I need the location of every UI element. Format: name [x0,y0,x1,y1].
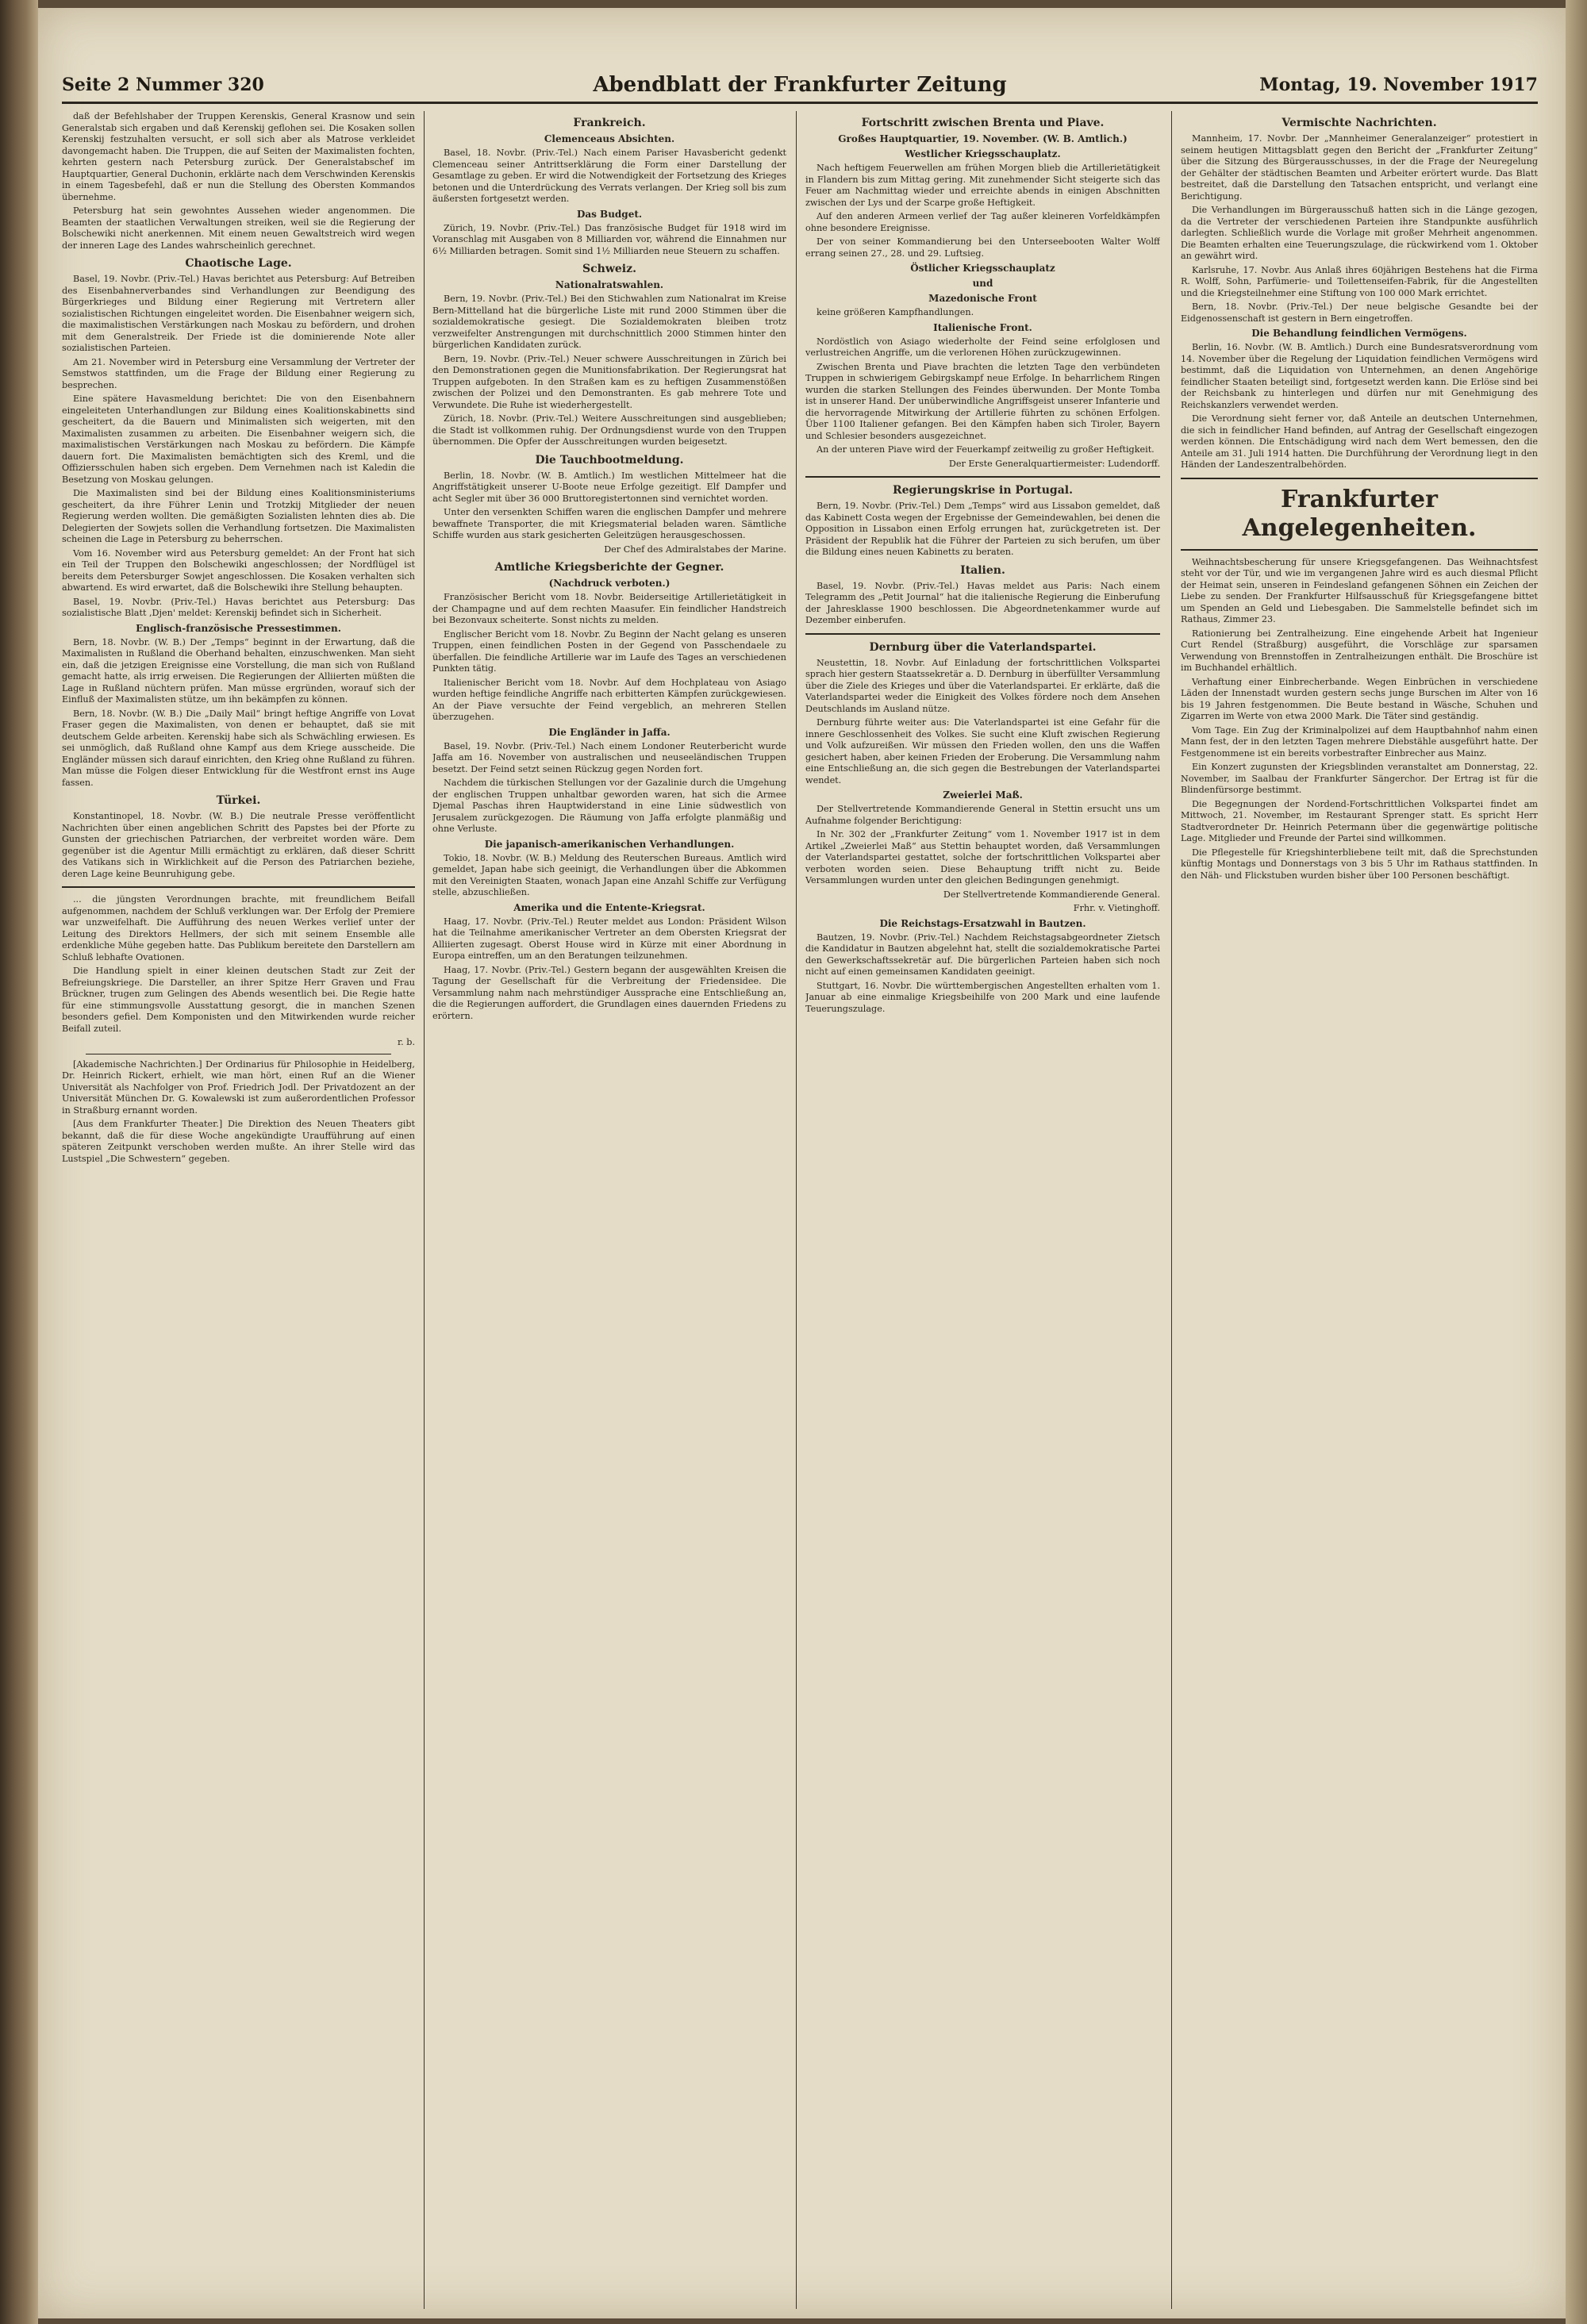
article-text: Basel, 19. Novbr. (Priv.-Tel.) Havas meldet aus Paris: Nach einem Telegramm des „Petit Journal“ hat die italienische Regierung die Einberufung der Jahresklasse 1900 beschlossen. Die Abgeordnetenkammer wurde auf Dezember einberufen. [805,580,1160,625]
article-text: Mannheim, 17. Novbr. Der „Mannheimer Generalanzeiger“ protestiert in seinem heutigen Mittagsblatt gegen den Bericht der „Frankfurter Zeitung“ über die Sitzung des Bürgerausschusses, in der die Frage der Neuregelung der Gehälter der städtischen Beamten und Arbeiter erörtert wurde. Das Blatt bestreitet, daß die Darstellung den Tatsachen entspricht, und verlangt eine Berichtigung. [1181,133,1538,202]
article-text: daß der Befehlshaber der Truppen Kerenskis, General Krasnow und sein Generalstab sich ergaben und daß Kerenskij geflohen sei. Die Kosaken sollen Kerenskij festzuhalten versucht, er soll sich aber als Matrose verkleidet davongemacht haben. Die Truppen, die auf Seiten der Maximalisten fochten, kehrten gestern nach Petersburg zurück. Der Generalstabschef im Hauptquartier, General Duchonin, erklärte nach dem Verschwinden Kerenskis in einem Tagesbefehl, daß er nun die Stellung des Obersten Kommandos übernehme. [62,111,415,202]
divider [805,633,1160,635]
section-heading: Regierungskrise in Portugal. [893,484,1073,497]
article-text: Die Verordnung sieht ferner vor, daß Anteile an deutschen Unternehmen, die sich in feindlicher Hand befinden, auf Antrag der Gesellschaft eingezogen werden können. Die Entschädigung wird nach dem Wert bemessen, den die Anteile am 31. Juli 1914 hatten. Die Durchführung der Verordnung liegt in den Händen der Landeszentralbehörden. [1181,413,1538,470]
section-heading: Amtliche Kriegsberichte der Gegner. [494,561,724,574]
article-text: Weihnachtsbescherung für unsere Kriegsgefangenen. Das Weihnachtsfest steht vor der Tür, und wie im vergangenen Jahre wird es auch diesmal Pflicht der Heimat sein, unseren in Feindesland gefangenen Söhnen ein Zeichen der Liebe zu senden. Der Frankfurter Hilfsausschuß für Kriegsgefangene bittet um Spenden an Geld und Liebesgaben. Die Sammelstelle befindet sich im Rathaus, Zimmer 23. [1181,556,1538,624]
article-text: Die Pflegestelle für Kriegshinterbliebene teilt mit, daß die Sprechstunden künftig Montags und Donnerstags von 3 bis 5 Uhr im Rathaus stattfinden. In den Näh- und Flickstuben wurden bisher über 100 Personen beschäftigt. [1181,847,1538,881]
subsection-heading: Italienische Front. [933,321,1032,333]
subsection-heading: Die Reichstags-Ersatzwahl in Bautzen. [879,917,1086,929]
article-text: Tokio, 18. Novbr. (W. B.) Meldung des Reuterschen Bureaus. Amtlich wird gemeldet, Japan habe sich geeinigt, die Verhandlungen über die Abkommen mit den Vereinigten Staaten, wonach Japan eine Anzahl Schiffe zur Verfügung stelle, abzuschließen. [432,852,786,897]
note: (Nachdruck verboten.) [548,578,671,589]
article-text: Bern, 19. Novbr. (Priv.-Tel.) Neuer schwere Ausschreitungen in Zürich bei den Demonstrationen gegen die Munitionsfabrikation. Der Regierungsrat hat Truppen aufgeboten. In den Straßen kam es zu heftigen Zusammenstößen zwischen der Polizei und den Demonstranten. Es gab mehrere Tote und Verwundete. Die Ruhe ist wiederhergestellt. [432,353,786,410]
article-text: Nachdem die türkischen Stellungen vor der Gazalinie durch die Umgehung der englischen Truppen unhaltbar geworden waren, hat sich die Armee Djemal Paschas ihren Hauptwiderstand in eine Linie südwestlich von Jerusalem zurückgezogen. Die Räumung von Jaffa erfolgte planmäßig und ohne Verluste. [432,778,786,834]
article-text: Die Verhandlungen im Bürgerausschuß hatten sich in die Länge gezogen, da die Vertreter der verschiedenen Parteien ihre Standpunkte ausführlich darlegten. Schließlich wurde die Vorlage mit großer Mehrheit angenommen. Die Beamten erhalten eine Teuerungszulage, die rückwirkend vom 1. Oktober an gewährt wird. [1181,205,1538,261]
subsection-heading: Westlicher Kriegsschauplatz. [905,148,1061,159]
article-text: Auf den anderen Armeen verlief der Tag außer kleineren Vorfeldkämpfen ohne besondere Ereignisse. [805,211,1160,233]
signature: Der Erste Generalquartiermeister: Ludendorff. [948,458,1160,469]
article-text: keine größeren Kampfhandlungen. [817,307,974,317]
article-text: Karlsruhe, 17. Novbr. Aus Anlaß ihres 60jährigen Bestehens hat die Firma R. Wolff, Sohn, Parfümerie- und Toilettenseifen-Fabrik, für die Angestellten und die Kriegsteilnehmer eine Stiftung von 100 000 Mark errichtet. [1181,264,1538,298]
divider [62,886,415,888]
section-heading: Italien. [960,563,1005,577]
column-rule [424,111,425,2309]
article-text: Konstantinopel, 18. Novbr. (W. B.) Die neutrale Presse veröffentlicht Nachrichten über einen angeblichen Schritt des Papstes bei der Pforte zu Gunsten der griechischen Patriarchen, der verbreitet worden wäre. Dem gegenüber ist die Agentur Milli ermächtigt zu erklären, daß dieser Schritt des Vatikans sich in Wirklichkeit auf die Person des Patriarchen beziehe, deren Lage keine Beunruhigung gebe. [62,811,415,879]
article-text: Bern, 18. Novbr. (W. B.) Die „Daily Mail“ bringt heftige Angriffe von Lovat Fraser gegen die Maximalisten, von denen er behauptet, daß sie mit deutschem Gelde arbeiten. Kerenskij habe sich als Schwächling erwiesen. Es sei unmöglich, daß Rußland ohne Kampf aus dem Kriege ausscheide. Die Engländer müssen sich darauf einrichten, den Krieg ohne Rußland zu führen. Man müsse die Folgen dieser Entwicklung für die Westfront ernst ins Auge fassen. [62,708,415,788]
section-heading: Dernburg über die Vaterlandspartei. [869,640,1097,654]
subsection-heading: Mazedonische Front [928,293,1037,304]
subsection-heading: und [972,278,993,289]
notice-text: [Akademische Nachrichten.] Der Ordinarius für Philosophie in Heidelberg, Dr. Heinrich Rickert, erhielt, wie man hört, einen Ruf an die Wiener Universität als Nachfolger von Prof. Friedrich Jodl. Der Privatdozent an der Universität München Dr. G. Kowalewski ist zum außerordentlichen Professor in Straßburg ernannt worden. [62,1058,415,1116]
article-text: Zwischen Brenta und Piave brachten die letzten Tage den verbündeten Truppen in schwierigem Gebirgskampf neue Erfolge. In beharrlichem Ringen wurden die starken Stellungen des Feindes überwunden. Der Monte Tomba ist in unserer Hand. Der unüberwindliche Angriffsgeist unserer Infanterie und die hervorragende Mitwirkung der Artillerie führten zu schönen Erfolgen. Über 1100 Italiener gefangen. Bei den Kämpfen haben sich Tiroler, Bayern und Schlesier besonders ausgezeichnet. [805,361,1160,441]
column-3 [805,111,1160,2309]
article-text: Bern, 18. Novbr. (W. B.) Der „Temps“ beginnt in der Erwartung, daß die Maximalisten in Rußland die Oberhand behalten, einzuschwenken. Man sieht ein, daß die jetzigen Ereignisse eine Vorstellung, die man sich von Rußland gemacht hatte, als irrig erweisen. Die Regierungen der Alliierten müßten die Lage in Rußland nüchtern prüfen. Man müsse ergründen, worauf sich der Einfluß der Maximalisten stütze, um ihn bekämpfen zu können. [62,636,415,705]
section-heading: Die Tauchbootmeldung. [535,453,684,467]
section-heading: Fortschritt zwischen Brenta und Piave. [861,117,1105,129]
feuilleton-text: Die Handlung spielt in einer kleinen deutschen Stadt zur Zeit der Befreiungskriege. Die Darsteller, an ihrer Spitze Herr Graven und Frau Brückner, trugen zum Gelingen des Abends wesentlich bei. Die Regie hatte für eine stimmungsvolle Ausstattung gesorgt, die in manchen Szenen besonders gefiel. Dem Komponisten und den Mitwirkenden wurde reicher Beifall zuteil. [62,966,415,1034]
article-text: Zürich, 18. Novbr. (Priv.-Tel.) Weitere Ausschreitungen sind ausgeblieben; die Stadt ist vollkommen ruhig. Der Ordnungsdienst wurde von den Truppen übernommen. Die Opfer der Ausschreitungen wurden beigesetzt. [432,413,786,447]
book-spine [0,0,38,2324]
article-text: Vom 16. November wird aus Petersburg gemeldet: An der Front hat sich ein Teil der Truppen den Bolschewiki angeschlossen; der Nordflügel ist bereits dem Petersburger Sowjet angeschlossen. Die Kosaken verhalten sich abwartend. Es wird erwartet, daß die Bolschewiki ihre Stellung behaupten. [62,547,415,593]
article-text: Basel, 19. Novbr. (Priv.-Tel.) Havas berichtet aus Petersburg: Auf Betreiben des Eisenbahnerverbandes sind Verhandlungen zur Beendigung des Bürgerkrieges und Bildung einer Regierung mit Vertretern aller sozialistischen Richtungen eingeleitet worden. Die Eisenbahner weigern sich, die maximalistischen Verstärkungen nach Moskau zu befördern, und drohen mit dem Generalstreik. Der Friede ist die dominierende Note aller sozialistischen Parteien. [62,274,415,353]
newspaper-page [38,8,1566,2318]
section-heading: Chaotische Lage. [185,257,292,270]
divider [1181,478,1538,479]
article-text: In Nr. 302 der „Frankfurter Zeitung“ vom 1. November 1917 ist in dem Artikel „Zweierlei Maß“ aus Stettin behauptet worden, daß Versammlungen der Vaterlandspartei gestattet, solche der fortschrittlichen Volkspartei aber verboten worden seien. Diese Behauptung trifft nicht zu. Beide Versammlungen wurden unter den gleichen Bedingungen genehmigt. [805,829,1160,885]
subsection-heading: Die Engländer in Jaffa. [548,726,671,738]
column-rule [1171,111,1172,2309]
dateline: Großes Hauptquartier, 19. November. (W. B. Amtlich.) [838,133,1128,144]
article-text: Verhaftung einer Einbrecherbande. Wegen Einbrüchen in verschiedene Läden der Innenstadt wurden gestern sechs junge Burschen im Alter von 16 bis 19 Jahren festgenommen. Die Beute bestand in Wäsche, Schuhen und Zigarren im Werte von etwa 2000 Mark. Die Täter sind geständig. [1181,676,1538,721]
column-1 [62,111,415,2309]
article-text: Dernburg führte weiter aus: Die Vaterlandspartei ist eine Gefahr für die innere Geschlossenheit des Volkes. Sie sucht eine Kluft zwischen Regierung und Volk aufzureißen. Wir müssen den Frieden wollen, den uns die Waffen gesichert haben, aber keinen Frieden der Eroberung. Die Versammlung nahm eine Entschließung an, die sich gegen die Bestrebungen der Vaterlandspartei wendet. [805,717,1160,786]
subsection-heading: Zweierlei Maß. [943,789,1023,801]
article-text: Berlin, 16. Novbr. (W. B. Amtlich.) Durch eine Bundesratsverordnung vom 14. November über die Regelung der Liquidation feindlichen Vermögens wird bestimmt, daß die Liquidation von Unternehmen, an denen Angehörige feindlicher Staaten beteiligt sind, fortgesetzt werden kann. Die Erlöse sind bei der Reichsbank zu hinterlegen und dürfen nur mit Genehmigung des Reichskanzlers verwendet werden. [1181,342,1538,410]
section-heading: Türkei. [216,794,261,807]
subsection-heading: Englisch-französische Pressestimmen. [136,622,341,634]
article-text: Neustettin, 18. Novbr. Auf Einladung der fortschrittlichen Volkspartei sprach hier gestern Staatssekretär a. D. Dernburg in überfüllter Versammlung über die Ziele des Krieges und über die Vaterlandspartei. Er erklärte, daß die Vaterlandspartei weder die Einigkeit des Volkes fördere noch dem Ansehen Deutschlands im Ausland nütze. [805,657,1160,714]
article-text: Unter den versenkten Schiffen waren die englischen Dampfer und mehrere bewaffnete Transporter, die mit Kriegsmaterial beladen waren. Sämtliche Schiffe wurden aus stark gesicherten Geleitzügen herausgeschossen. [432,507,786,540]
issue-date: Montag, 19. November 1917 [1259,75,1538,95]
article-text: Nordöstlich von Asiago wiederholte der Feind seine erfolglosen und verlustreichen Angriffe, um die verlorenen Höhen zurückzugewinnen. [805,336,1160,358]
divider [1181,549,1538,551]
article-text: Haag, 17. Novbr. (Priv.-Tel.) Gestern begann der ausgewählten Kreisen die Tagung der Gesellschaft für die Verbreitung der Friedensidee. Die Versammlung nahm nach mehrstündiger Aussprache eine Entschließung an, die die Regierungen auffordert, die Grundlagen eines dauernden Friedens zu erörtern. [432,964,786,1021]
article-text: Ein Konzert zugunsten der Kriegsblinden veranstaltet am Donnerstag, 22. November, im Saalbau der Frankfurter Sängerchor. Der Ertrag ist für die Blindenfürsorge bestimmt. [1181,762,1538,795]
subsection-heading: Die japanisch-amerikanischen Verhandlungen. [484,838,735,850]
notice-text: [Aus dem Frankfurter Theater.] Die Direktion des Neuen Theaters gibt bekannt, daß die für diese Woche angekündigte Uraufführung auf einen späteren Zeitpunkt verschoben werden mußte. An ihrer Stelle wird das Lustspiel „Die Schwestern“ gegeben. [62,1119,415,1164]
article-text: Bautzen, 19. Novbr. (Priv.-Tel.) Nachdem Reichstagsabgeordneter Zietsch die Kandidatur in Bautzen abgelehnt hat, stellt die sozialdemokratische Partei den Gewerkschaftssekretär auf. Die bürgerlichen Parteien haben sich noch nicht auf einen gemeinsamen Kandidaten geeinigt. [805,932,1160,977]
signature: r. b. [398,1037,415,1047]
section-heading: Vermischte Nachrichten. [1282,117,1437,129]
article-text: Bern, 19. Novbr. (Priv.-Tel.) Bei den Stichwahlen zum Nationalrat im Kreise Bern-Mittelland hat die bürgerliche Liste mit rund 2000 Stimmen über die sozialdemokratische gesiegt. Die Sozialdemokraten bleiben trotz verzweifelter Anstrengungen mit durchschnittlich 2000 Stimmen hinter den bürgerlichen Kandidaten zurück. [432,294,786,350]
page-edge [1566,0,1587,2324]
subsection-heading: Nationalratswahlen. [555,279,664,290]
article-text: Die Begegnungen der Nordend-Fortschrittlichen Volkspartei findet am Mittwoch, 21. November, im Restaurant Sprenger statt. Es spricht Herr Stadtverordneter Dr. Heinrich Petermann über die gegenwärtige politische Lage. Mitglieder und Freunde der Partei sind willkommen. [1181,798,1538,843]
article-text: Petersburg hat sein gewohntes Aussehen wieder angenommen. Die Beamten der staatlichen Verwaltungen streiken, weil sie die Regierung der Bolschewiki nicht anerkennen. Mit einem neuen Gewaltstreich wird wegen der inneren Lage des Landes wahrscheinlich gerechnet. [62,206,415,251]
feuilleton-text: ... die jüngsten Verordnungen brachte, mit freundlichem Beifall aufgenommen, nachdem der Schluß verklungen war. Der Erfolg der Premiere war unzweifelhaft. Die Aufführung des neuen Werkes verlief unter der Leitung des Direktors Hellmers, der sich mit seinem Ensemble alle erdenkliche Mühe gegeben hatte. Das Publikum bereitete den Darstellern am Schluß lebhafte Ovationen. [62,894,415,962]
article-text: Basel, 19. Novbr. (Priv.-Tel.) Havas berichtet aus Petersburg: Das sozialistische Blatt ,Djen' meldet: Kerenskij befindet sich in Sicherheit. [62,596,415,618]
subsection-heading: Clemenceaus Absichten. [544,133,675,144]
article-text: Zürich, 19. Novbr. (Priv.-Tel.) Das französische Budget für 1918 wird im Voranschlag mit Ausgaben von 8 Milliarden vor, während die Einnahmen nur 6½ Milliarden betragen. Somit sind 1½ Milliarden neue Steuern zu schaffen. [432,222,786,256]
section-heading: Frankreich. [573,117,646,129]
article-text: Englischer Bericht vom 18. Novbr. Zu Beginn der Nacht gelang es unseren Truppen, einen feindlichen Posten in der Gegend von Passchendaele zu überfallen. Die feindliche Artillerie war im Laufe des Tages an verschiedenen Punkten tätig. [432,628,786,674]
page-number: Seite 2 Nummer 320 [62,75,264,95]
article-text: Die Maximalisten sind bei der Bildung eines Koalitionsministeriums gescheitert, da ihre Führer Lenin und Trotzkij Mitglieder der neuen Regierung werden wollten. Die gemäßigten Sozialisten lehnten dies ab. Die Delegierten der Sowjets sollen die Verhandlung fortsetzen. Die Maximalisten scheinen die Lage in Petersburg zu beherrschen. [62,488,415,544]
divider [805,476,1160,478]
column-4 [1181,111,1538,2309]
article-text: Basel, 18. Novbr. (Priv.-Tel.) Nach einem Pariser Havasbericht gedenkt Clemenceau seiner Antrittserklärung die Form einer Darstellung der Gesamtlage zu geben. Er wird die Notwendigkeit der Fortsetzung des Krieges betonen und die Unterdrückung des Verrats verlangen. Der Krieg soll bis zum äußersten fortgesetzt werden. [432,148,786,204]
article-text: Der von seiner Kommandierung bei den Unterseebooten Walter Wolff errang seinen 27., 28. und 29. Luftsieg. [805,236,1160,259]
newspaper-title: Abendblatt der Frankfurter Zeitung [593,73,1007,97]
article-text: Vom Tage. Ein Zug der Kriminalpolizei auf dem Hauptbahnhof nahm einen Mann fest, der in den letzten Tagen mehrere Diebstähle ausgeführt hatte. Der Festgenommene ist ein bereits vorbestrafter Einbrecher aus Mainz. [1181,724,1538,759]
article-text: Am 21. November wird in Petersburg eine Versammlung der Vertreter der Semstwos stattfinden, um die Frage der Bildung einer Regierung zu besprechen. [62,356,415,390]
article-text: Der Stellvertretende Kommandierende General in Stettin ersucht uns um Aufnahme folgender Berichtigung: [805,804,1160,826]
article-text: Bern, 19. Novbr. (Priv.-Tel.) Dem „Temps“ wird aus Lissabon gemeldet, daß das Kabinett Costa wegen der Ergebnisse der Gemeindewahlen, bei denen die Opposition in Lissabon einen Erfolg errungen hat, zurückgetreten ist. Der Präsident der Republik hat die Führer der Parteien zu sich berufen, um über die Bildung eines neuen Kabinetts zu beraten. [805,501,1160,557]
section-heading: Frankfurter Angelegenheiten. [1242,485,1477,542]
article-text: Französischer Bericht vom 18. Novbr. Beiderseitige Artillerietätigkeit in der Champagne und auf dem rechten Maasufer. Ein feindlicher Handstreich bei Bezonvaux scheiterte. Sonst nichts zu melden. [432,592,786,625]
signature: Der Stellvertretende Kommandierende General. [943,889,1160,900]
article-text: Bern, 18. Novbr. (Priv.-Tel.) Der neue belgische Gesandte bei der Eidgenossenschaft ist gestern in Bern eingetroffen. [1181,302,1538,324]
article-text: Basel, 19. Novbr. (Priv.-Tel.) Nach einem Londoner Reuterbericht wurde Jaffa am 16. November von australischen und neuseeländischen Truppen besetzt. Der Feind setzt seinen Rückzug gegen Norden fort. [432,740,786,774]
subsection-heading: Amerika und die Entente-Kriegsrat. [513,901,705,913]
article-text: Rationierung bei Zentralheizung. Eine eingehende Arbeit hat Ingenieur Curt Rendel (Straßburg) ausgeführt, die Vorschläge zur sparsamen Verwendung von Brennstoffen in Zentralheizungen enthält. Die Broschüre ist im Buchhandel erhältlich. [1181,628,1538,673]
article-text: An der unteren Piave wird der Feuerkampf zeitweilig zu großer Heftigkeit. [817,444,1155,455]
masthead [62,71,1538,104]
column-rule [796,111,797,2309]
article-text: Eine spätere Havasmeldung berichtet: Die von den Eisenbahnern eingeleiteten Unterhandlungen zur Bildung eines Koalitionskabinetts sind gescheitert, da die Bauern und Minimalisten sich weigerten, mit den Maximalisten zusammen zu arbeiten. Die Eisenbahner weigern sich, die maximalistischen Verstärkungen nach Moskau zu befördern. Die Kämpfe dauern fort. Die Maximalisten bemächtigten sich des Kreml, und die Offiziersschulen haben sich ergeben. Dem Vernehmen nach ist Kaledin die Besetzung von Moskau gelungen. [62,394,415,485]
article-text: Italienischer Bericht vom 18. Novbr. Auf dem Hochplateau von Asiago wurden heftige feindliche Angriffe nach erbitterten Kämpfen zurückgewiesen. An der Piave versuchte der Feind vergeblich, an mehreren Stellen überzugehen. [432,677,786,722]
article-text: Nach heftigem Feuerwellen am frühen Morgen blieb die Artillerietätigkeit in Flandern bis zum Mittag gering. Mit zunehmender Sicht steigerte sich das Feuer am Nachmittag wieder und erreichte abends in einigen Abschnitten zwischen der Lys und der Scarpe große Heftigkeit. [805,163,1160,208]
subsection-heading: Östlicher Kriegsschauplatz [910,263,1055,274]
signature: Frhr. v. Vietinghoff. [1073,903,1160,913]
signature: Der Chef des Admiralstabes der Marine. [604,544,786,555]
article-text: Haag, 17. Novbr. (Priv.-Tel.) Reuter meldet aus London: Präsident Wilson hat die Teilnahme amerikanischer Vertreter an dem Obersten Kriegsrat der Alliierten zugesagt. Oberst House wird in Kürze mit einer Abordnung in Europa eintreffen, um an den Beratungen teilzunehmen. [432,916,786,961]
article-text: Stuttgart, 16. Novbr. Die württembergischen Angestellten erhalten vom 1. Januar ab eine einmalige Kriegsbeihilfe von 200 Mark und eine laufende Teuerungszulage. [805,980,1160,1014]
article-text: Berlin, 18. Novbr. (W. B. Amtlich.) Im westlichen Mittelmeer hat die Angriffstätigkeit unserer U-Boote neue Erfolge gezeitigt. Elf Dampfer und acht Segler mit über 36 000 Bruttoregistertonnen sind vernichtet worden. [432,470,786,504]
subsection-heading: Die Behandlung feindlichen Vermögens. [1251,328,1467,339]
section-heading: Schweiz. [582,263,636,275]
subsection-heading: Das Budget. [576,208,643,220]
column-2 [432,111,786,2309]
